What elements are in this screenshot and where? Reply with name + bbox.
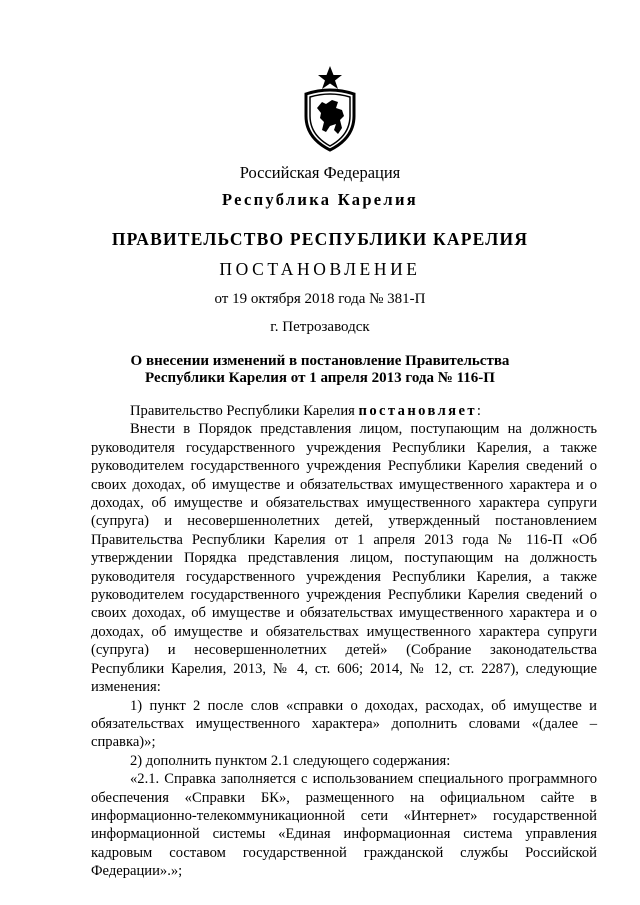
intro-paragraph [91, 402, 597, 420]
document-city: г. Петрозаводск [270, 319, 370, 335]
republic-name: Республика Карелия [221, 190, 419, 209]
country-name: Российская Федерация [239, 163, 401, 182]
karelia-coat-of-arms-icon [300, 64, 360, 152]
intro-text: Правительство Республики Карелия [130, 403, 359, 419]
paragraph-clause-2-1: «2.1. Справка заполняется с использованием специального программного обеспечения «Справки БК», размещенного на официальном сайте в информационно-телекоммуникационной сети «Интернет» государственной информационной системы «Единая информационная система управления кадровым составом государственной гражданской службы Российской Федерации».»; [91, 771, 597, 880]
document-date-number: от 19 октября 2018 года № 381-П [214, 291, 426, 307]
paragraph-item-2: 2) дополнить пунктом 2.1 следующего содержания: [130, 752, 451, 769]
intro-colon: : [476, 403, 481, 419]
government-title: ПРАВИТЕЛЬСТВО РЕСПУБЛИКИ КАРЕЛИЯ [111, 229, 529, 249]
document-type: ПОСТАНОВЛЕНИЕ [219, 259, 421, 279]
paragraph-item-1: 1) пункт 2 после слов «справки о доходах, расходах, об имуществе и обязательствах имущественного характера» дополнить словами «(далее – справка)»; [91, 697, 597, 751]
document-subject-line2: Республики Карелия от 1 апреля 2013 года № 116-П [145, 370, 495, 386]
intro-verb: постановляет [358, 403, 477, 419]
document-body [91, 402, 597, 881]
paragraph-main: Внести в Порядок представления лицом, поступающим на должность руководителя государственного учреждения Республики Карелия, а также руководителем государственного учреждения Республики Карелия сведений о своих доходах, об имуществе и обязательствах имущественного характера и о доходах, об имуществе и обязательствах имущественного характера супруги (супруга) и несовершеннолетних детей, утвержденный постановлением Правительства Республики Карелия от 1 апреля 2013 года № 116-П «Об утверждении Порядка представления лицом, поступающим на должность руководителя государственного учреждения Республики Карелия, а также руководителем государственного учреждения Республики Карелия сведений о своих доходах, об имуществе и обязательствах имущественного характера и о доходах, об имуществе и обязательствах имущественного характера супруги (супруга) и несовершеннолетних детей» (Собрание законодательства Республики Карелия, 2013, № 4, ст. 606; 2014, № 12, ст. 2287), следующие изменения: [91, 421, 597, 696]
document-subject-line1: О внесении изменений в постановление Правительства [130, 353, 510, 369]
